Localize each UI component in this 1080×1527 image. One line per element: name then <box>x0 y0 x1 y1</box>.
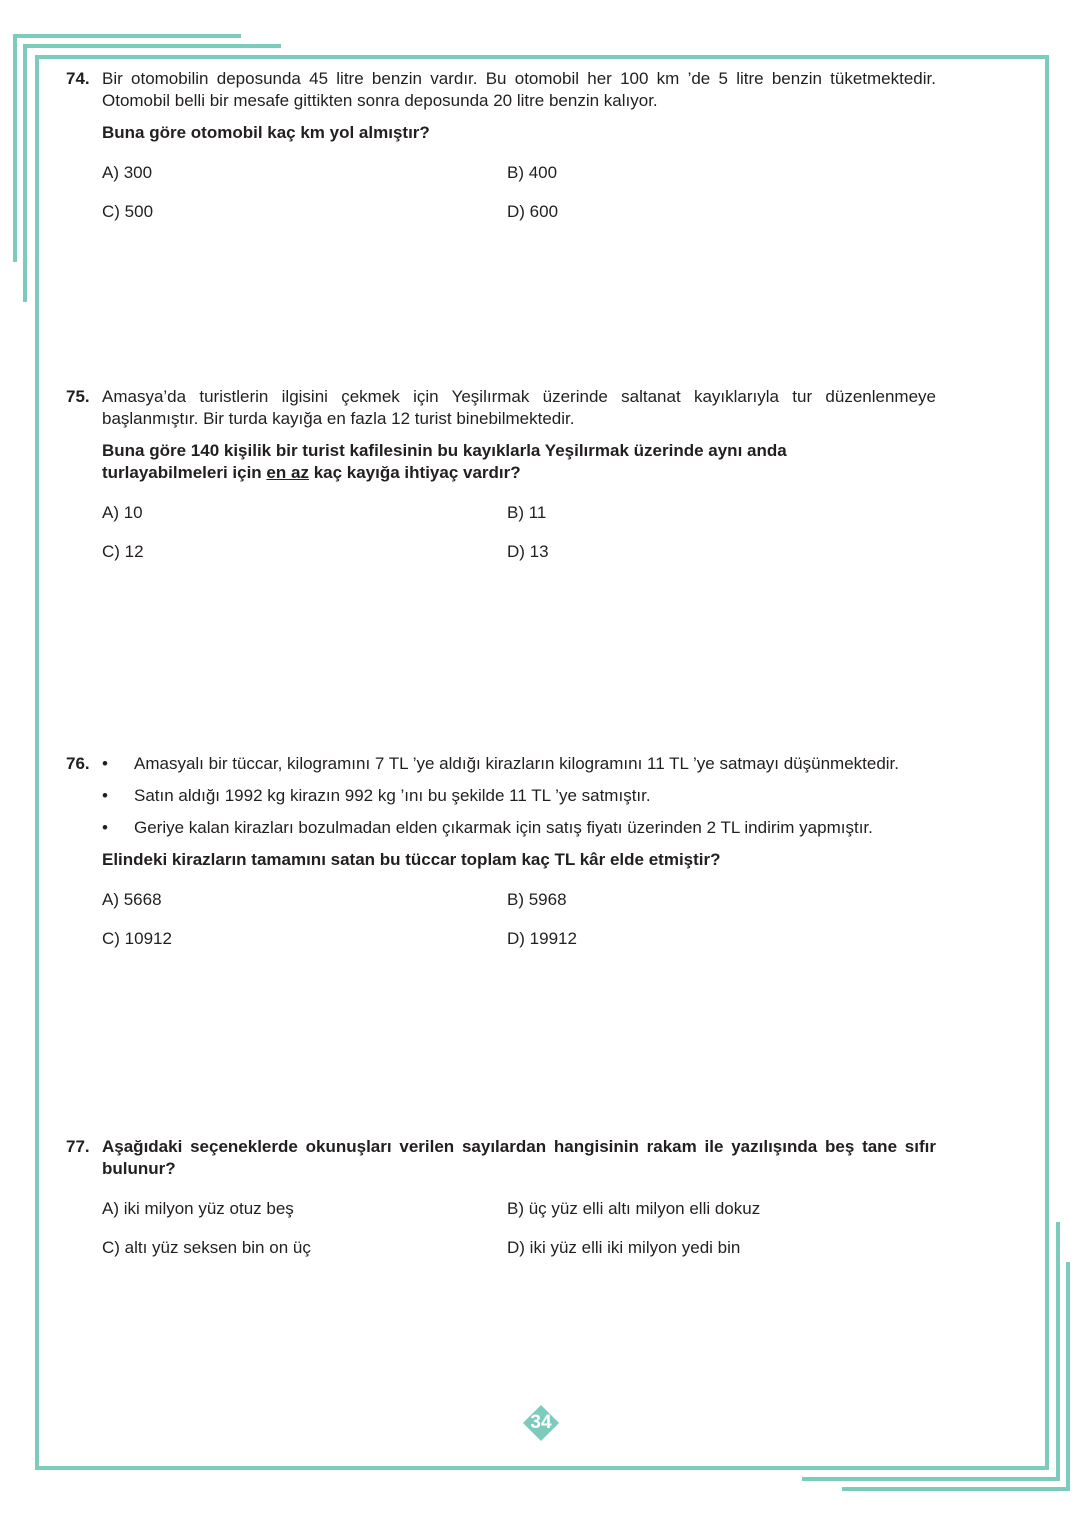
option-c[interactable]: C) 500 <box>102 202 154 221</box>
decor-line <box>1066 1262 1070 1491</box>
frame-line <box>1045 55 1049 1470</box>
question-text: Amasya’da turistlerin ilgisini çekmek için Yeşilırmak üzerinde saltanat kayıklarıyla tur düzenlenmeye başlanmıştır. Bir turda kayığa en fazla 12 turist binebilmektedir. <box>102 387 936 428</box>
question-76 <box>66 753 936 969</box>
option-a[interactable]: A) 5668 <box>102 890 162 909</box>
decor-line <box>23 44 281 48</box>
option-a[interactable]: A) 10 <box>102 503 143 522</box>
question-prompt: Elindeki kirazların tamamını satan bu tüccar toplam kaç TL kâr elde etmiştir? <box>102 850 721 869</box>
option-b[interactable]: B) 400 <box>507 163 558 182</box>
option-b[interactable]: B) 5968 <box>507 890 567 909</box>
question-number: 77. <box>66 1137 90 1156</box>
bullet-item: • Satın aldığı 1992 kg kirazın 992 kg ’ını bu şekilde 11 TL ’ye satmıştır. <box>102 785 936 807</box>
option-d[interactable]: D) iki yüz elli iki milyon yedi bin <box>507 1238 741 1257</box>
question-77 <box>66 1136 936 1278</box>
prompt-underlined: en az <box>266 463 309 482</box>
question-75 <box>66 386 936 582</box>
question-prompt: Aşağıdaki seçeneklerde okunuşları verilen sayılardan hangisinin rakam ile yazılışında beş tane sıfır bulunur? <box>102 1137 936 1178</box>
question-prompt <box>102 440 862 484</box>
option-c[interactable]: C) 10912 <box>102 929 172 948</box>
question-number: 76. <box>66 754 90 773</box>
option-c[interactable]: C) altı yüz seksen bin on üç <box>102 1238 311 1257</box>
decor-line <box>13 34 241 38</box>
frame-line <box>35 55 1049 59</box>
decor-line <box>802 1477 1060 1481</box>
question-74 <box>66 68 936 242</box>
option-a[interactable]: A) 300 <box>102 163 153 182</box>
option-c[interactable]: C) 12 <box>102 542 144 561</box>
option-d[interactable]: D) 600 <box>507 202 559 221</box>
option-d[interactable]: D) 13 <box>507 542 549 561</box>
option-d[interactable]: D) 19912 <box>507 929 577 948</box>
bullet-item: • Amasyalı bir tüccar, kilogramını 7 TL ’ye aldığı kirazların kilogramını 11 TL ’ye satmayı düşünmektedir. <box>102 753 936 775</box>
frame-line <box>35 55 39 1470</box>
question-number: 75. <box>66 387 90 406</box>
decor-line <box>13 34 17 262</box>
question-number: 74. <box>66 69 90 88</box>
bullet-item: • Geriye kalan kirazları bozulmadan elden çıkarmak için satış fiyatı üzerinden 2 TL indirim yapmıştır. <box>102 817 936 839</box>
option-b[interactable]: B) üç yüz elli altı milyon elli dokuz <box>507 1199 761 1218</box>
prompt-part: Buna göre 140 kişilik bir turist kafilesinin bu kayıklarla Yeşilırmak üzerinde aynı anda turlayabilmeleri için <box>102 441 787 482</box>
question-prompt: Buna göre otomobil kaç km yol almıştır? <box>102 123 430 142</box>
frame-line <box>35 1466 1049 1470</box>
decor-line <box>23 44 27 302</box>
prompt-part: kaç kayığa ihtiyaç vardır? <box>313 463 521 482</box>
question-text: Bir otomobilin deposunda 45 litre benzin vardır. Bu otomobil her 100 km ’de 5 litre benzin tüketmektedir. Otomobil belli bir mesafe gittikten sonra deposunda 20 litre benzin kalıyor. <box>102 69 936 110</box>
decor-line <box>1056 1222 1060 1481</box>
option-a[interactable]: A) iki milyon yüz otuz beş <box>102 1199 294 1218</box>
option-b[interactable]: B) 11 <box>507 503 547 522</box>
page-number: 34 <box>530 1412 552 1433</box>
decor-line <box>842 1487 1070 1491</box>
page-number-badge <box>524 1406 558 1440</box>
